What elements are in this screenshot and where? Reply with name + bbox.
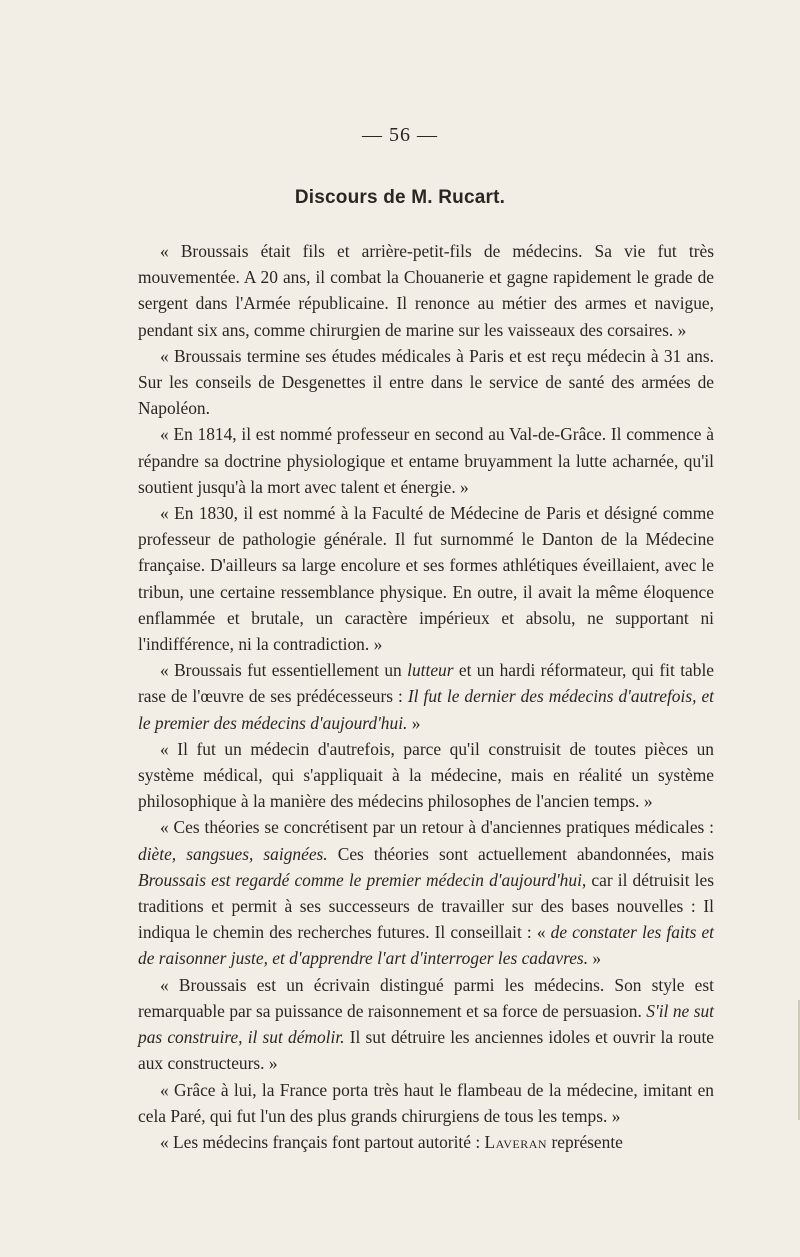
text-run: Il sut détruire les anciennes idoles et ouvrir la route aux constructeurs. » (138, 1027, 714, 1074)
text-run: » (588, 948, 602, 969)
body-text (138, 238, 714, 1155)
paragraph-2: « Broussais termine ses études médicales à Paris et est reçu médecin à 31 ans. Sur les conseils de Desgenettes il entre dans le service de santé des armées de Napoléon. (138, 345, 714, 419)
text-run: et un hardi réformateur, qui fit table rase de l'œuvre de ses prédécesseurs : (138, 660, 714, 707)
text-run: « Les médecins français font partout autorité : (160, 1131, 485, 1152)
paragraph-1: « Broussais était fils et arrière-petit-fils de médecins. Sa vie fut très mouvementée. A 20 ans, il combat la Chouanerie et gagne rapidement le grade de sergent dans l'Armée républicaine. Il renonce au métier des armes et navigue, pendant six ans, comme chirurgien de marine sur les vaisseaux des corsaires. » (138, 241, 714, 340)
italic-quote: de constater les faits et de raisonner juste, et d'apprendre l'art d'interroger les cadavres. (138, 922, 715, 969)
text-run: représente (547, 1131, 623, 1152)
paragraph-4: « En 1830, il est nommé à la Faculté de Médecine de Paris et désigné comme professeur de pathologie générale. Il fut surnommé le Danton de la Médecine française. D'ailleurs sa large encolure et ses formes athlétiques éveillaient, avec le tribun, une certaine ressemblance physique. En outre, il avait la même éloquence enflammée et brutale, un caractère impérieux et absolu, ne supportant ni l'indifférence, ni la contradiction. » (138, 503, 714, 655)
section-heading: Discours de M. Rucart. (294, 187, 506, 208)
paragraph-3: « En 1814, il est nommé professeur en second au Val-de-Grâce. Il commence à répandre sa doctrine physiologique et entame bruyamment la lutte acharnée, qu'il soutient jusqu'à la mort avec talent et énergie. » (138, 424, 714, 497)
italic-quote: Il fut le dernier des médecins d'autrefois, et le premier des médecins d'aujourd'hui. (138, 686, 714, 733)
italic-run: S'il ne sut pas construire, il sut démolir. (138, 1000, 714, 1048)
italic-run: diète, sangsues, saignées. (138, 843, 328, 864)
paragraph-8 (138, 972, 714, 1077)
paragraph-5 (138, 657, 714, 736)
text-run: « Ces théories se concrétisent par un retour à d'anciennes pratiques médicales : (160, 817, 714, 838)
paragraph-10 (138, 1129, 714, 1155)
text-run: » (407, 712, 421, 733)
page-number: — 56 — (362, 124, 438, 146)
text-run: car il détruisit les traditions et permit à ses successeurs de travailler sur des bases nouvelles : Il indiqua le chemin des recherches futures. Il conseillait : « (138, 869, 714, 943)
text-run: Ces théories sont actuellement abandonnées, mais (327, 843, 714, 864)
small-caps-name: Laveran (484, 1131, 548, 1152)
paragraph-9: « Grâce à lui, la France porta très haut le flambeau de la médecine, imitant en cela Paré, qui fut l'un des plus grands chirurgiens de tous les temps. » (138, 1079, 714, 1126)
text-run: « Broussais est un écrivain distingué parmi les médecins. Son style est remarquable par sa puissance de raisonnement et sa force de persuasion. (138, 974, 714, 1021)
text-run: « Broussais fut essentiellement un (160, 660, 408, 681)
italic-run: lutteur (407, 660, 454, 681)
paragraph-6: « Il fut un médecin d'autrefois, parce qu'il construisit de toutes pièces un système médical, qui s'appliquait à la médecine, mais en réalité un système philosophique à la manière des médecins philosophes de l'ancien temps. » (138, 738, 714, 812)
italic-run: Broussais est regardé comme le premier médecin d'aujourd'hui, (138, 869, 587, 890)
paragraph-7 (138, 814, 714, 971)
